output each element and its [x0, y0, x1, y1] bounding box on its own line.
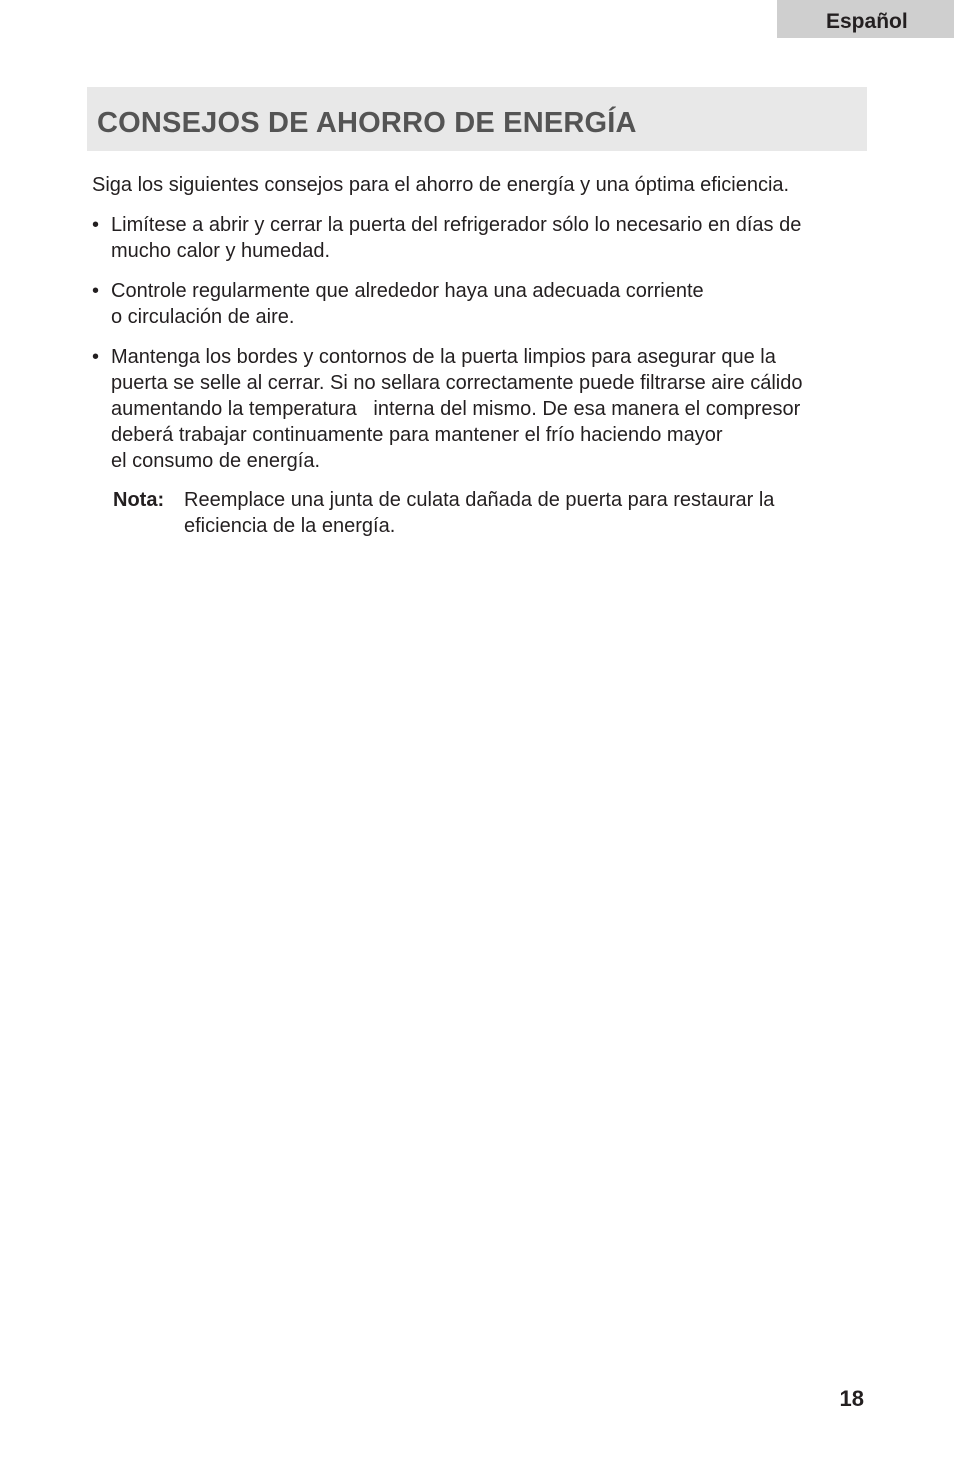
language-tab: Español [777, 0, 954, 38]
tips-list [92, 212, 867, 474]
note-label: Nota: [113, 489, 165, 511]
bullet-icon: • [92, 346, 100, 368]
section-content [92, 172, 867, 539]
tip-line: deberá trabajar continuamente para mantener el frío haciendo mayor [111, 424, 723, 446]
note-block [113, 487, 867, 539]
intro-paragraph: Siga los siguientes consejos para el ahorro de energía y una óptima eficiencia. [92, 174, 790, 196]
tip-item [92, 278, 867, 330]
note-line: eficiencia de la energía. [184, 515, 396, 537]
tip-line: Mantenga los bordes y contornos de la puerta limpios para asegurar que la [111, 346, 776, 368]
tip-item [92, 344, 867, 474]
section-title-bar [87, 87, 867, 151]
bullet-icon: • [92, 214, 100, 236]
tip-item [92, 212, 867, 264]
bullet-icon: • [92, 280, 100, 302]
page-number: 18 [839, 1386, 864, 1411]
tip-line: mucho calor y humedad. [111, 240, 331, 262]
tip-line: Controle regularmente que alrededor haya una adecuada corriente [111, 280, 704, 302]
section-title: CONSEJOS DE AHORRO DE ENERGÍA [97, 107, 637, 139]
tip-line: aumentando la temperatura interna del mismo. De esa manera el compresor [111, 398, 801, 420]
tip-line: Limítese a abrir y cerrar la puerta del refrigerador sólo lo necesario en días de [111, 214, 802, 236]
note-line: Reemplace una junta de culata dañada de puerta para restaurar la [184, 489, 775, 511]
tip-line: el consumo de energía. [111, 450, 321, 472]
tip-line: puerta se selle al cerrar. Si no sellara correctamente puede filtrarse aire cálido [111, 372, 803, 394]
tip-line: o circulación de aire. [111, 306, 295, 328]
